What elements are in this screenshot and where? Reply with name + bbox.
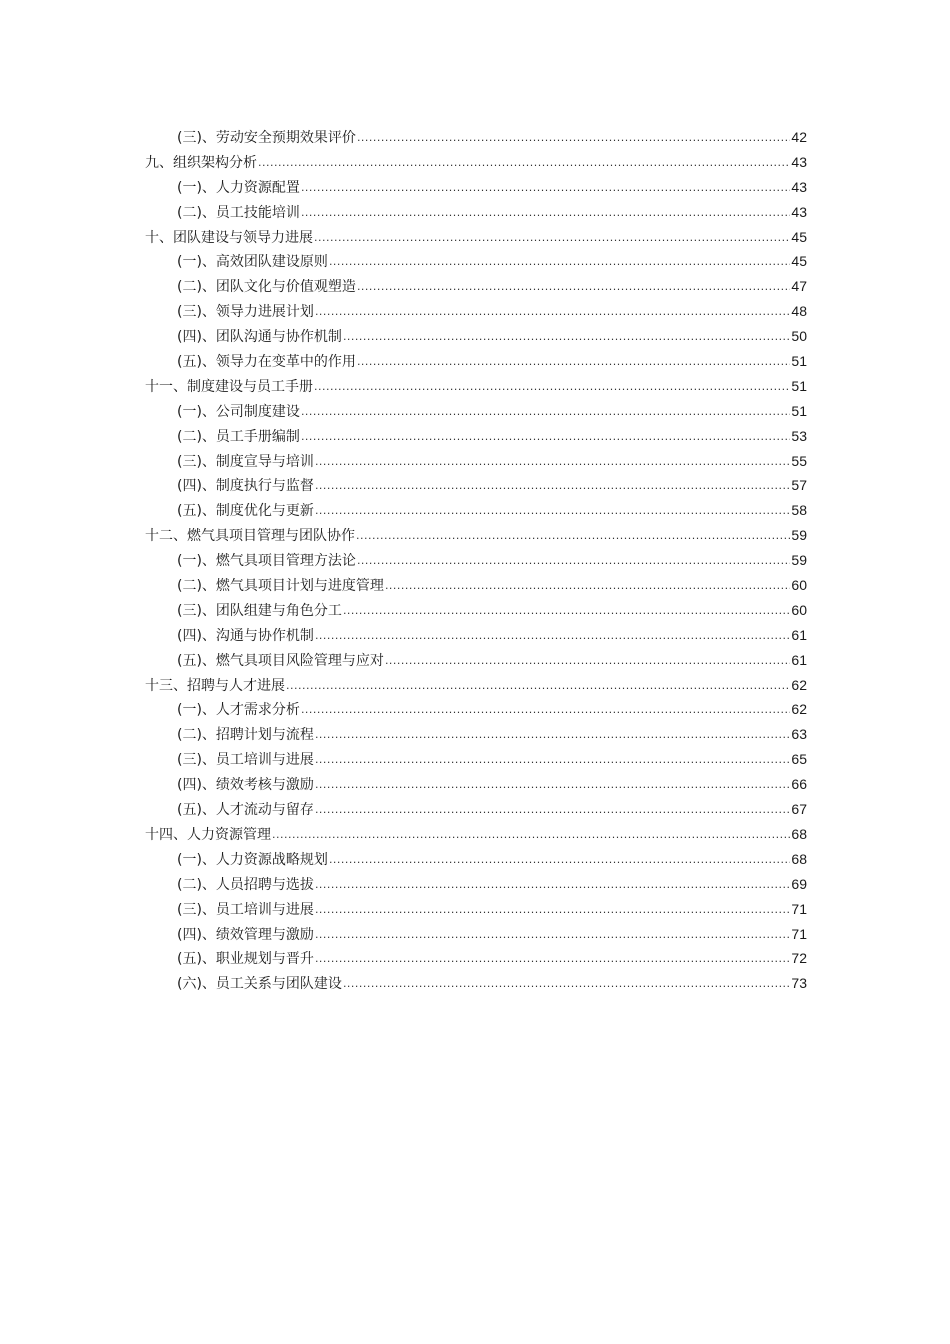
toc-page-number: 61 [791, 651, 807, 668]
toc-section-entry[interactable] [145, 249, 807, 274]
toc-entry-title: (五)、领导力在变革中的作用 [177, 354, 356, 371]
toc-chapter-entry[interactable] [145, 150, 807, 175]
toc-dot-leader [315, 798, 790, 823]
toc-entry-title: (二)、燃气具项目计划与进度管理 [177, 578, 384, 595]
toc-page-number: 68 [791, 850, 807, 867]
toc-entry-title: (四)、团队沟通与协作机制 [177, 329, 342, 346]
toc-entry-title: (二)、员工技能培训 [177, 204, 300, 221]
toc-section-entry[interactable] [145, 424, 807, 449]
toc-page-number: 65 [791, 751, 807, 768]
toc-entry-title: (一)、人力资源战略规划 [177, 851, 328, 868]
toc-entry-title: (一)、人才需求分析 [177, 702, 300, 719]
toc-section-entry[interactable] [145, 722, 807, 747]
toc-dot-leader [385, 649, 790, 674]
toc-entry-title: (四)、制度执行与监督 [177, 478, 314, 495]
toc-dot-leader [343, 972, 790, 997]
toc-dot-leader [315, 873, 790, 898]
toc-page-number: 71 [791, 900, 807, 917]
toc-page-number: 43 [791, 203, 807, 220]
toc-section-entry[interactable] [145, 473, 807, 498]
toc-entry-title: (二)、员工手册编制 [177, 428, 300, 445]
toc-page-number: 51 [791, 353, 807, 370]
toc-dot-leader [301, 201, 790, 226]
toc-dot-leader [357, 549, 790, 574]
toc-section-entry[interactable] [145, 971, 807, 996]
toc-dot-leader [301, 425, 790, 450]
toc-entry-title: 十四、人力资源管理 [145, 826, 271, 843]
toc-section-entry[interactable] [145, 349, 807, 374]
toc-page-number: 60 [791, 601, 807, 618]
toc-page-number: 71 [791, 925, 807, 942]
toc-dot-leader [315, 923, 790, 948]
toc-dot-leader [315, 947, 790, 972]
toc-section-entry[interactable] [145, 175, 807, 200]
toc-page-number: 73 [791, 975, 807, 992]
toc-page-number: 68 [791, 825, 807, 842]
toc-section-entry[interactable] [145, 747, 807, 772]
toc-section-entry[interactable] [145, 772, 807, 797]
toc-dot-leader [314, 375, 790, 400]
toc-entry-title: (四)、绩效考核与激励 [177, 777, 314, 794]
toc-page-number: 51 [791, 377, 807, 394]
toc-dot-leader [314, 226, 790, 251]
toc-chapter-entry[interactable] [145, 523, 807, 548]
toc-dot-leader [356, 524, 790, 549]
toc-entry-title: (一)、人力资源配置 [177, 179, 300, 196]
toc-section-entry[interactable] [145, 299, 807, 324]
toc-section-entry[interactable] [145, 598, 807, 623]
toc-dot-leader [357, 350, 790, 375]
toc-page-number: 58 [791, 502, 807, 519]
toc-entry-title: (二)、人员招聘与选拔 [177, 876, 314, 893]
toc-chapter-entry[interactable] [145, 673, 807, 698]
toc-entry-title: (三)、领导力进展计划 [177, 304, 314, 321]
toc-page-number: 53 [791, 427, 807, 444]
toc-section-entry[interactable] [145, 548, 807, 573]
toc-section-entry[interactable] [145, 797, 807, 822]
toc-page-number: 48 [791, 303, 807, 320]
toc-section-entry[interactable] [145, 697, 807, 722]
toc-entry-title: (三)、员工培训与进展 [177, 752, 314, 769]
toc-page-number: 60 [791, 577, 807, 594]
toc-entry-title: (三)、员工培训与进展 [177, 901, 314, 918]
toc-dot-leader [301, 698, 790, 723]
toc-section-entry[interactable] [145, 946, 807, 971]
toc-dot-leader [329, 250, 790, 275]
toc-section-entry[interactable] [145, 324, 807, 349]
toc-page-number: 62 [791, 701, 807, 718]
toc-dot-leader [329, 848, 790, 873]
toc-dot-leader [315, 898, 790, 923]
toc-dot-leader [343, 599, 790, 624]
toc-page-number: 47 [791, 278, 807, 295]
toc-section-entry[interactable] [145, 573, 807, 598]
toc-entry-title: (三)、团队组建与角色分工 [177, 602, 342, 619]
toc-section-entry[interactable] [145, 498, 807, 523]
toc-page-number: 72 [791, 950, 807, 967]
toc-section-entry[interactable] [145, 648, 807, 673]
toc-section-entry[interactable] [145, 274, 807, 299]
toc-chapter-entry[interactable] [145, 374, 807, 399]
toc-entry-title: 十二、燃气具项目管理与团队协作 [145, 528, 355, 545]
toc-page-number: 51 [791, 402, 807, 419]
toc-page-number: 59 [791, 527, 807, 544]
toc-entry-title: 十三、招聘与人才进展 [145, 677, 285, 694]
toc-dot-leader [272, 823, 790, 848]
toc-dot-leader [286, 674, 790, 699]
toc-page-number: 67 [791, 801, 807, 818]
toc-dot-leader [315, 748, 790, 773]
toc-section-entry[interactable] [145, 623, 807, 648]
toc-entry-title: (四)、绩效管理与激励 [177, 926, 314, 943]
toc-chapter-entry[interactable] [145, 225, 807, 250]
toc-chapter-entry[interactable] [145, 822, 807, 847]
toc-page-number: 69 [791, 875, 807, 892]
toc-page-number: 57 [791, 477, 807, 494]
toc-entry-title: (五)、人才流动与留存 [177, 802, 314, 819]
toc-section-entry[interactable] [145, 200, 807, 225]
toc-entry-title: (五)、职业规划与晋升 [177, 951, 314, 968]
toc-page-number: 45 [791, 253, 807, 270]
toc-dot-leader [301, 400, 790, 425]
toc-page-number: 63 [791, 726, 807, 743]
toc-dot-leader [315, 723, 790, 748]
toc-dot-leader [315, 773, 790, 798]
toc-section-entry[interactable] [145, 449, 807, 474]
toc-dot-leader [301, 176, 790, 201]
toc-dot-leader [258, 151, 790, 176]
toc-dot-leader [357, 275, 790, 300]
toc-dot-leader [385, 574, 790, 599]
toc-dot-leader [315, 624, 790, 649]
toc-entry-title: (一)、燃气具项目管理方法论 [177, 553, 356, 570]
toc-entry-title: 九、组织架构分析 [145, 154, 257, 171]
toc-page-number: 42 [791, 129, 807, 145]
toc-dot-leader [343, 325, 790, 350]
toc-dot-leader [315, 499, 790, 524]
toc-page-number: 61 [791, 626, 807, 643]
toc-entry-title: 十、团队建设与领导力进展 [145, 229, 313, 246]
toc-section-entry[interactable] [145, 399, 807, 424]
toc-dot-leader [315, 450, 790, 475]
toc-entry-title: (四)、沟通与协作机制 [177, 627, 314, 644]
toc-entry-title: 十一、制度建设与员工手册 [145, 378, 313, 395]
toc-dot-leader [315, 474, 790, 499]
toc-section-entry[interactable] [145, 125, 807, 150]
toc-page-number: 45 [791, 228, 807, 245]
toc-section-entry[interactable] [145, 872, 807, 897]
toc-page-number: 59 [791, 552, 807, 569]
toc-entry-title: (一)、高效团队建设原则 [177, 254, 328, 271]
toc-entry-title: (二)、招聘计划与流程 [177, 727, 314, 744]
toc-page-number: 43 [791, 153, 807, 170]
toc-entry-title: (五)、燃气具项目风险管理与应对 [177, 652, 384, 669]
toc-page-number: 43 [791, 178, 807, 195]
toc-entry-title: (二)、团队文化与价值观塑造 [177, 279, 356, 296]
toc-page-number: 55 [791, 452, 807, 469]
toc-section-entry[interactable] [145, 922, 807, 947]
toc-entry-title: (六)、员工关系与团队建设 [177, 976, 342, 993]
toc-dot-leader [315, 300, 790, 325]
toc-page-number: 66 [791, 776, 807, 793]
toc-entry-title: (三)、劳动安全预期效果评价 [177, 130, 356, 146]
toc-dot-leader [357, 126, 790, 151]
toc-section-entry[interactable] [145, 847, 807, 872]
toc-entry-title: (一)、公司制度建设 [177, 403, 300, 420]
toc-section-entry[interactable] [145, 897, 807, 922]
toc-page-number: 62 [791, 676, 807, 693]
table-of-contents [145, 125, 807, 996]
toc-entry-title: (三)、制度宣导与培训 [177, 453, 314, 470]
toc-entry-title: (五)、制度优化与更新 [177, 503, 314, 520]
toc-page-number: 50 [791, 328, 807, 345]
